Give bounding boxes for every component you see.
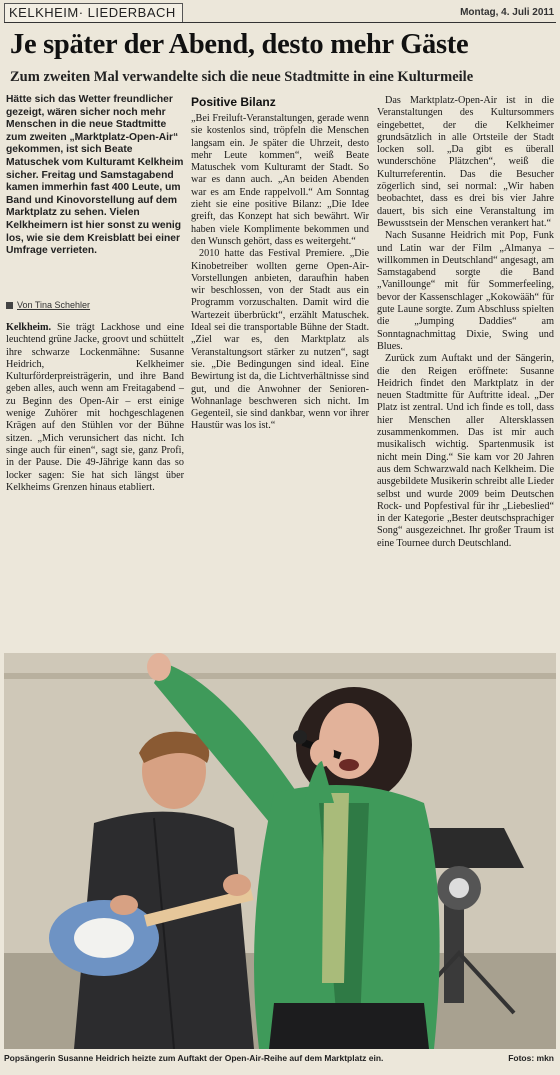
body-text: Sie trägt Lackhose und eine leuchtend grüne Jacke, groovt und schüttelt ihre schwarze Lockenmähne: Susanne Heidrich, Kelkheimer Kulturförderpreisträgerin, und ihre Band geben alles, auch wenn am Freitagabend – zu Beginn des Open-Air – erst einige wenige Zuhörer mit hochgeschlagenen Krägen auf den Stühlen vor der Bühne sitzen. „Mich verunsichert das nicht. Ich singe auch für einen“, sagt sie, ganz Profi, in der Pause. Die 49-Jährige kann das so locker sagen: Sie hat sich längst über Kelkheims Grenzen hinaus etabliert. <box>6 322 184 493</box>
lead-paragraph: Hätte sich das Wetter freundlicher gezeigt, wären sicher noch mehr Menschen in die neue Stadtmitte zum zweiten „Marktplatz-Open-Air“ gekommen, ist sich Beate Matuschek vom Kulturamt Kelkheim sicher. Freitag und Samstagabend kamen immerhin fast 400 Leute, um Band und Kinovorstellung auf dem Marktplatz zu sehen. Vielen Kelkheimern ist hier sonst zu wenig los, wie sie dem Kreisblatt bei einer Umfrage verrieten. <box>6 94 184 257</box>
dateline: Montag, 4. Juli 2011 <box>460 7 554 18</box>
body-paragraph: Nach Susanne Heidrich mit Pop, Funk und Latin war der Film „Almanya – willkommen in Deutschland“ angesagt, am Samstagabend sorgte die Band „Vanillounge“ mit für Sommerfeeling, bevor der Kassenschlager „Kokowääh“ für gute Laune sorgte. Zum Abschluss spielten die „Jumping Daddies“ am Sonntagnachmittag Dixie, Swing und Blues. <box>377 230 554 352</box>
column-2 <box>191 95 369 433</box>
body-paragraph: Zurück zum Auftakt und der Sängerin, die den Reigen eröffnete: Susanne Heidrich findet den Marktplatz in der neuen Stadtmitte für Auftritte ideal. „Der Platz ist zentral. Und ich finde es toll, dass hier Menschen aller Altersklassen zusammenkommen. Das ist mir auch musikalisch wichtig. Spartenmusik ist nicht mein Ding.“ Sie kam vor 20 Jahren aus dem Schwarzwald nach Kelkheim. Die ausgebildete Musikerin schreibt alle Lieder selbst und wurde 2009 beim Deutschen Rock- und Popfestival für ihr „Liebeslied“ in der Kategorie „Bester deutschsprachiger Song“ ausgezeichnet. Ihr großer Traum ist eine Tournee durch Deutschland. <box>377 353 554 549</box>
column-3 <box>377 95 554 550</box>
photo-credit: Fotos: mkn <box>508 1053 554 1063</box>
headline: Je später der Abend, desto mehr Gäste <box>10 29 469 60</box>
subheadline: Zum zweiten Mal verwandelte sich die neue Stadtmitte in eine Kulturmeile <box>10 69 474 85</box>
body-paragraph: Das Marktplatz-Open-Air ist in die Veranstaltungen des Kultursommers eingebettet, der die Kelkheimer grundsätzlich in alle Ortsteile der Stadt locken soll. „Da gibt es überall wunderschöne Plätzchen“, weiß die Kulturreferentin. Das die Besucher zögerlich sind, sei normal: „Wir haben beobachtet, dass es drei bis vier Jahre dauert, bis sich eine Veranstaltung im Bewusstsein der Menschen verankert hat.“ <box>377 95 554 229</box>
body-paragraph <box>6 322 184 494</box>
placename: Kelkheim. <box>6 322 51 333</box>
column-1-body <box>6 322 184 494</box>
body-paragraph: „Bei Freiluft-Veranstaltungen, gerade wenn sie kostenlos sind, tröpfeln die Menschen langsam ein. Je später die Uhrzeit, desto mehr Leute kommen“, weiß Beate Matuschek vom Kulturamt der Stadt. So war es dann auch. „An beiden Abenden war es am Ende rappelvoll.“ Am Sonntag zieht sie eine positive Bilanz: „Die Idee greift, das Konzept hat sich bewährt. Wir haben viele Komplimente bekommen und den Wunsch gehört, dass es weitergeht.“ <box>191 113 369 247</box>
body-paragraph: 2010 hatte das Festival Premiere. „Die Kinobetreiber wollten gerne Open-Air-Vorstellungen anbieten, daraufhin haben wir beschlossen, von der Stadt aus ein Programm vorzuschalten. Damit wird die Wartezeit überbrückt“, erzählt Matuschek. Ideal sei die transportable Bühne der Stadt. „Ziel war es, den Marktplatz als Veranstaltungsort stärker zu nutzen“, sagt sie. „Die Bedingungen sind ideal. Eine Bewirtung ist da, die Lichtverhältnisse sind gut, und die Anwohner der Senioren-Wohnanlage beschweren sich nicht. Im Gegenteil, sie sind dankbar, wenn vor ihrer Haustür was los ist.“ <box>191 248 369 432</box>
byline-author[interactable]: Von Tina Schehler <box>17 300 91 310</box>
byline <box>6 300 184 310</box>
page-header <box>4 3 556 23</box>
concert-photo <box>4 653 556 1049</box>
section-tag: KELKHEIM· LIEDERBACH <box>4 3 183 22</box>
photo-illustration <box>4 653 556 1049</box>
subhead-positive-bilanz: Positive Bilanz <box>191 95 276 109</box>
photo-caption <box>4 1053 556 1069</box>
byline-square-icon <box>6 302 13 309</box>
caption-text: Popsängerin Susanne Heidrich heizte zum Auftakt der Open-Air-Reihe auf dem Marktplatz ein. <box>4 1053 384 1063</box>
